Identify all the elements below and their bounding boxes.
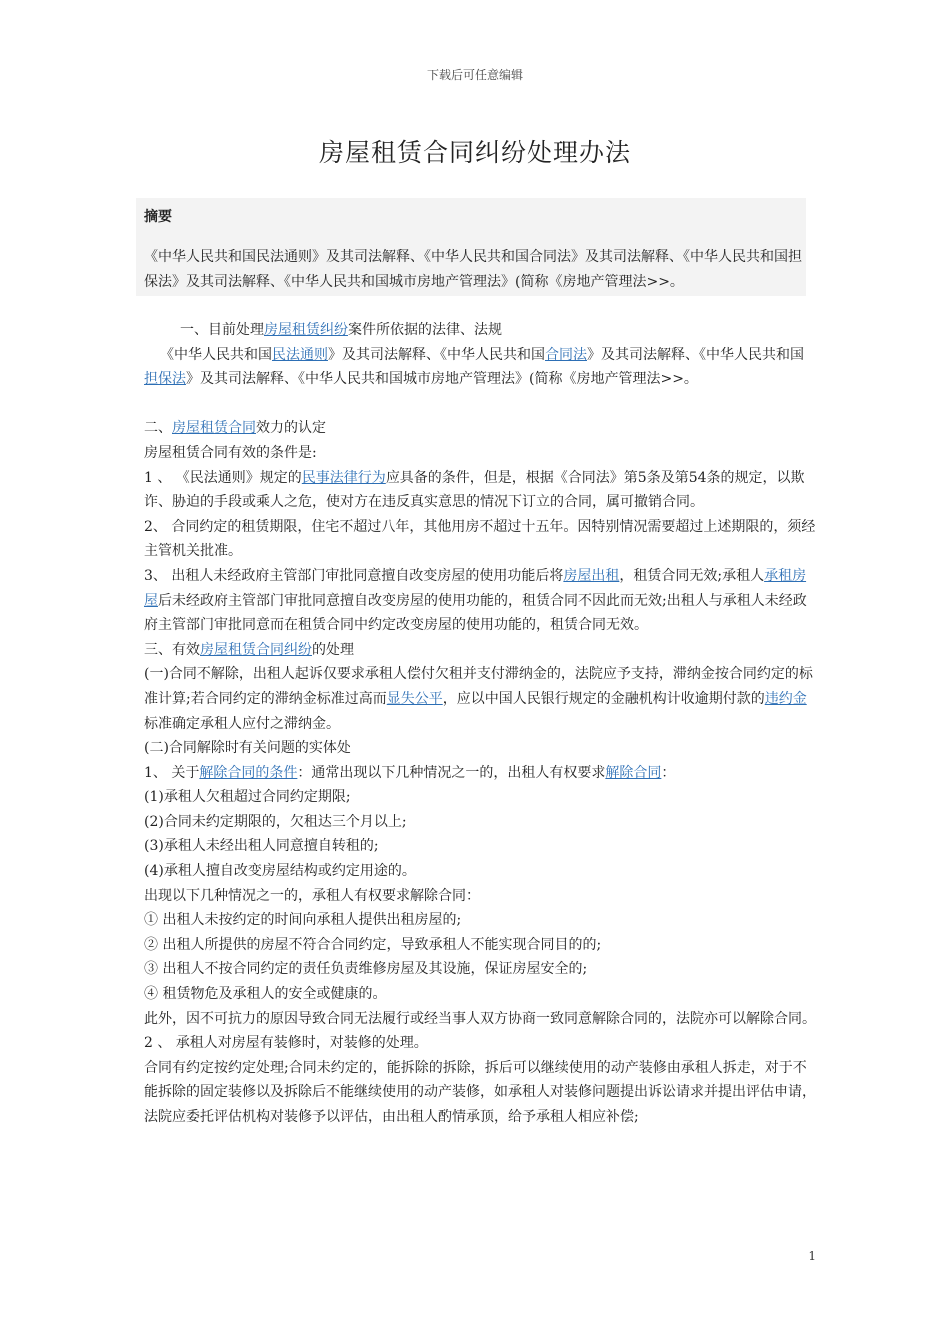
paragraph: 出现以下几种情况之一的，承租人有权要求解除合同： xyxy=(144,887,480,904)
list-item: ③ 出租人不按合同约定的责任负责维修房屋及其设施，保证房屋安全的; xyxy=(144,961,588,978)
link-rent-house[interactable]: 承租房屋 xyxy=(144,567,807,609)
list-item: ① 出租人未按约定的时间向承租人提供出租房屋的; xyxy=(144,912,462,929)
section-heading-2: 二、房屋租赁合同效力的认定 xyxy=(144,420,326,437)
abstract-box xyxy=(136,198,806,296)
paragraph: 合同有约定按约定处理;合同未约定的，能拆除的拆除，拆后可以继续使用的动产装修由承租人拆走，对于不能拆除的固定装修以及拆除后不能继续使用的动产装修，如承租人对装修问题提出诉讼请求并提出评估申请，法院应委托评估机构对装修予以评估，由出租人酌情承顶，给予承租人相应补偿; xyxy=(144,1059,816,1125)
abstract-label: 摘要 xyxy=(144,209,172,225)
link-termination-conditions[interactable]: 解除合同的条件 xyxy=(199,764,298,781)
list-item: (3)承租人未经出租人同意擅自转租的; xyxy=(144,838,379,855)
link-guarantee-law[interactable]: 担保法 xyxy=(144,371,186,388)
blank-line xyxy=(144,392,816,417)
document-body xyxy=(144,318,816,1130)
link-contract-law[interactable]: 合同法 xyxy=(545,346,587,363)
section-heading-1: 一、目前处理房屋租赁纠纷案件所依据的法律、法规 xyxy=(180,322,502,338)
header-note: 下载后可任意编辑 xyxy=(426,68,523,82)
paragraph: 房屋租赁合同有效的条件是: xyxy=(144,444,317,461)
list-item: (4)承租人擅自改变房屋结构或约定用途的。 xyxy=(144,863,416,880)
link-obvious-unfairness[interactable]: 显失公平 xyxy=(386,690,443,707)
section-heading-3: 三、有效房屋租赁合同纠纷的处理 xyxy=(144,641,354,658)
list-item: (2)合同未约定期限的，欠租达三个月以上; xyxy=(144,813,407,830)
list-item: 3、 出租人未经政府主管部门审批同意擅自改变房屋的使用功能后将房屋出租，租赁合同无效;承租人承租房屋后未经政府主管部门审批同意擅自改变房屋的使用功能的，租赁合同不因此而无效;出租人与承租人未经政府主管部门审批同意而在租赁合同中约定改变房屋的使用功能的，租赁合同无效。 xyxy=(144,567,807,634)
list-item: (1)承租人欠租超过合同约定期限; xyxy=(144,789,351,806)
paragraph: (二)合同解除时有关问题的实体处 xyxy=(144,740,351,757)
list-item: 2、 合同约定的租赁期限，住宅不超过八年，其他用房不超过十五年。因特别情况需要超过上述期限的，须经主管机关批准。 xyxy=(144,518,816,560)
paragraph: (一)合同不解除，出租人起诉仅要求承租人偿付欠租并支付滞纳金的，法院应予支持，滞纳金按合同约定的标准计算;若合同约定的滞纳金标准过高而显失公平，应以中国人民银行规定的金融机构计收逾期付款的违约金标准确定承租人应付之滞纳金。 xyxy=(144,666,813,732)
link-terminate-contract[interactable]: 解除合同 xyxy=(605,764,662,781)
list-item: ④ 租赁物危及承租人的安全或健康的。 xyxy=(144,986,387,1003)
paragraph: 此外，因不可抗力的原因导致合同无法履行或经当事人双方协商一致同意解除合同的，法院亦可以解除合同。 xyxy=(144,1010,816,1027)
link-civil-legal-act[interactable]: 民事法律行为 xyxy=(301,469,386,486)
abstract-text: 《中华人民共和国民法通则》及其司法解释、《中华人民共和国合同法》及其司法解释、《中华人民共和国担保法》及其司法解释、《中华人民共和国城市房地产管理法》(简称《房地产管理法>>。 xyxy=(144,249,802,290)
page-number: 1 xyxy=(808,1249,816,1263)
list-item: ② 出租人所提供的房屋不符合合同约定，导致承租人不能实现合同目的的; xyxy=(144,936,602,953)
link-penalty[interactable]: 违约金 xyxy=(764,690,807,707)
link-rental-contract-dispute[interactable]: 房屋租赁合同纠纷 xyxy=(200,641,312,658)
paragraph: 《中华人民共和国民法通则》及其司法解释、《中华人民共和国合同法》及其司法解释、《中华人民共和国担保法》及其司法解释、《中华人民共和国城市房地产管理法》(简称《房地产管理法>>。 xyxy=(144,346,804,388)
list-item: 1 、 《民法通则》规定的民事法律行为应具备的条件，但是，根据《合同法》第5条及第54条的规定，以欺诈、胁迫的手段或乘人之危，使对方在违反真实意思的情况下订立的合同，属可撤销合同。 xyxy=(144,469,805,511)
list-item: 2 、 承租人对房屋有装修时，对装修的处理。 xyxy=(144,1035,428,1052)
link-rental-contract[interactable]: 房屋租赁合同 xyxy=(172,420,256,437)
list-item: 1、 关于解除合同的条件：通常出现以下几种情况之一的，出租人有权要求解除合同： xyxy=(144,764,676,781)
document-title: 房屋租赁合同纠纷处理办法 xyxy=(318,138,631,167)
link-house-lease[interactable]: 房屋出租 xyxy=(563,567,620,584)
link-civil-law[interactable]: 民法通则 xyxy=(272,346,328,363)
link-rental-dispute[interactable]: 房屋租赁纠纷 xyxy=(264,322,348,338)
